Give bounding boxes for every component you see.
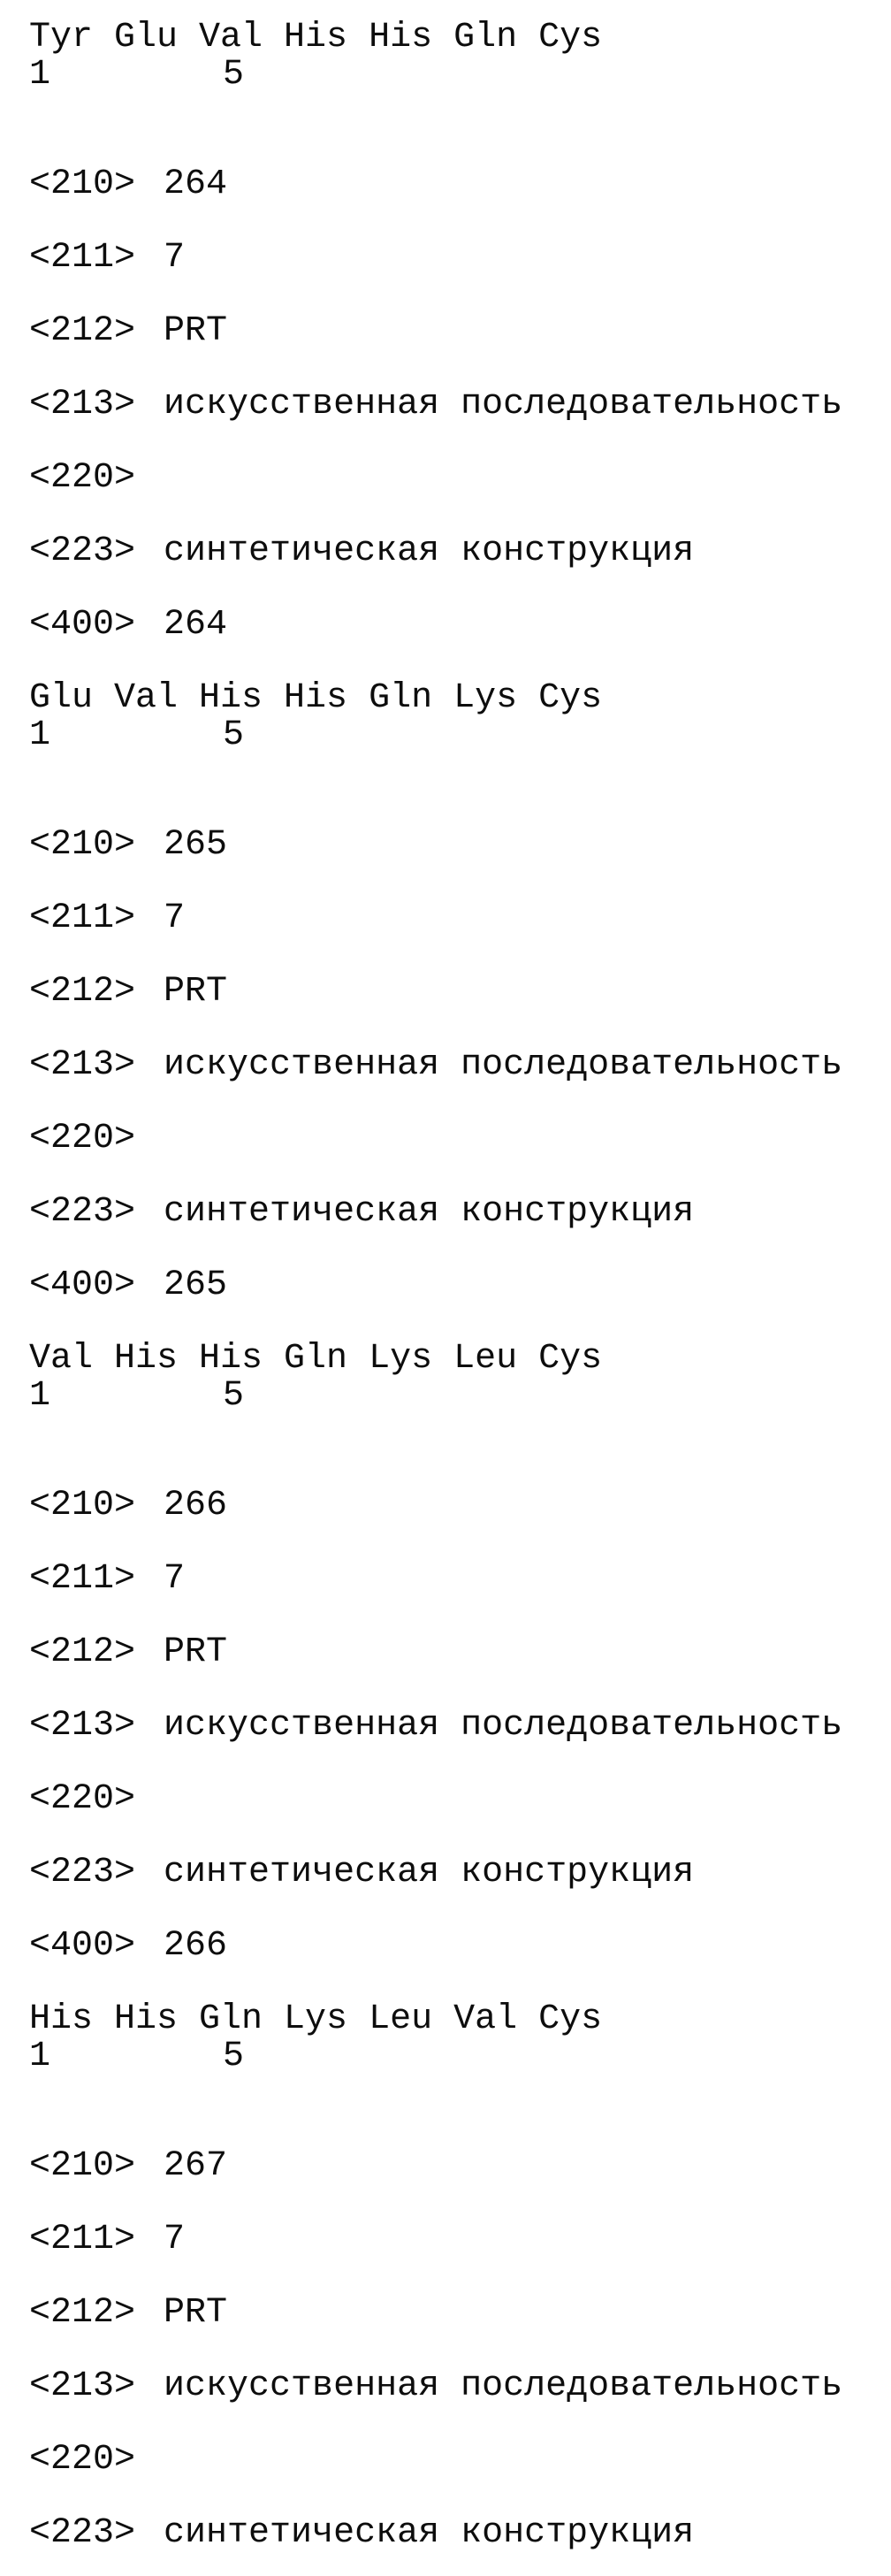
residue-number-start: 1: [29, 715, 51, 755]
tag-code: <220>: [29, 458, 136, 498]
residue-number-five: 5: [223, 1376, 245, 1416]
tag-line: [29, 607, 891, 644]
residue-number-five: 5: [223, 715, 245, 755]
tag-value: 264: [164, 605, 228, 645]
tag-line: [29, 533, 891, 570]
tag-code: <400>: [29, 605, 136, 645]
tag-value: 7: [164, 898, 186, 938]
tag-code: <213>: [29, 1045, 136, 1085]
tag-line: [29, 2442, 891, 2479]
block-separator: [29, 1415, 891, 1487]
tag-line: [29, 1120, 891, 1158]
sequence-residues-line: His His Gln Lys Leu Val Cys: [29, 1999, 603, 2039]
tag-value: 266: [164, 1486, 228, 1525]
tag-code: <220>: [29, 1119, 136, 1158]
tag-code: <212>: [29, 1632, 136, 1672]
tag-value: искусственная последовательность: [164, 1706, 843, 1746]
sequence-residues-line: Tyr Glu Val His His Gln Cys: [29, 18, 603, 57]
tag-line: [29, 974, 891, 1011]
tag-value: 265: [164, 825, 228, 865]
tag-code: <210>: [29, 1486, 136, 1525]
tag-line: [29, 1708, 891, 1745]
tag-line: [29, 1928, 891, 1965]
tag-code: <223>: [29, 1853, 136, 1892]
tag-value: 265: [164, 1265, 228, 1305]
tag-line: [29, 1047, 891, 1084]
tag-value: синтетическая конструкция: [164, 531, 695, 571]
tag-line: [29, 827, 891, 864]
tag-value: 267: [164, 2146, 228, 2186]
tag-value: 7: [164, 2220, 186, 2259]
residue-number-start: 1: [29, 2037, 51, 2076]
sequence-numbering-line: [29, 57, 891, 94]
tag-value: PRT: [164, 311, 228, 351]
tag-code: <223>: [29, 2513, 136, 2553]
tag-value: PRT: [164, 1632, 228, 1672]
tag-code: <210>: [29, 164, 136, 204]
tag-value: синтетическая конструкция: [164, 1853, 695, 1892]
tag-value: искусственная последовательность: [164, 2366, 843, 2406]
tag-code: <211>: [29, 238, 136, 278]
tag-value: искусственная последовательность: [164, 385, 843, 424]
block-separator: [29, 2075, 891, 2148]
tag-code: <212>: [29, 311, 136, 351]
tag-line: [29, 900, 891, 937]
sequence-residues-line: Glu Val His His Gln Lys Cys: [29, 678, 603, 718]
tag-line: [29, 1854, 891, 1892]
residue-number-five: 5: [223, 55, 245, 95]
tag-code: <223>: [29, 1192, 136, 1232]
tag-line: [29, 2148, 891, 2185]
tag-code: <220>: [29, 1779, 136, 1819]
tag-value: искусственная последовательность: [164, 1045, 843, 1085]
residue-number-five: 5: [223, 2037, 245, 2076]
tag-code: <400>: [29, 1926, 136, 1966]
tag-line: [29, 386, 891, 424]
tag-code: <211>: [29, 898, 136, 938]
tag-line: [29, 2368, 891, 2405]
tag-line: [29, 1781, 891, 1818]
tag-value: 266: [164, 1926, 228, 1966]
tag-value: 7: [164, 238, 186, 278]
sequence-numbering-line: [29, 717, 891, 754]
tag-line: [29, 313, 891, 350]
tag-code: <210>: [29, 2146, 136, 2186]
tag-line: [29, 2515, 891, 2552]
tag-line: [29, 1267, 891, 1304]
sequence-numbering-line: [29, 1378, 891, 1415]
residue-number-start: 1: [29, 55, 51, 95]
tag-value: синтетическая конструкция: [164, 2513, 695, 2553]
block-separator: [29, 754, 891, 827]
tag-line: [29, 1194, 891, 1231]
tag-line: [29, 460, 891, 497]
tag-code: <220>: [29, 2440, 136, 2480]
tag-code: <211>: [29, 1559, 136, 1599]
tag-value: 264: [164, 164, 228, 204]
residue-number-start: 1: [29, 1376, 51, 1416]
tag-code: <212>: [29, 2293, 136, 2333]
listing-root: [29, 19, 891, 2552]
tag-line: [29, 1487, 891, 1525]
tag-value: PRT: [164, 2293, 228, 2333]
tag-code: <210>: [29, 825, 136, 865]
tag-line: [29, 166, 891, 203]
tag-code: <223>: [29, 531, 136, 571]
tag-code: <213>: [29, 1706, 136, 1746]
tag-code: <400>: [29, 1265, 136, 1305]
tag-code: <212>: [29, 972, 136, 1012]
sequence-numbering-line: [29, 2038, 891, 2075]
tag-line: [29, 2221, 891, 2259]
tag-value: 7: [164, 1559, 186, 1599]
tag-line: [29, 1561, 891, 1598]
tag-code: <211>: [29, 2220, 136, 2259]
tag-value: синтетическая конструкция: [164, 1192, 695, 1232]
tag-line: [29, 1634, 891, 1671]
tag-value: PRT: [164, 972, 228, 1012]
block-separator: [29, 94, 891, 166]
sequence-residues-line: Val His His Gln Lys Leu Cys: [29, 1339, 603, 1379]
tag-line: [29, 240, 891, 277]
tag-code: <213>: [29, 2366, 136, 2406]
tag-code: <213>: [29, 385, 136, 424]
tag-line: [29, 2295, 891, 2332]
